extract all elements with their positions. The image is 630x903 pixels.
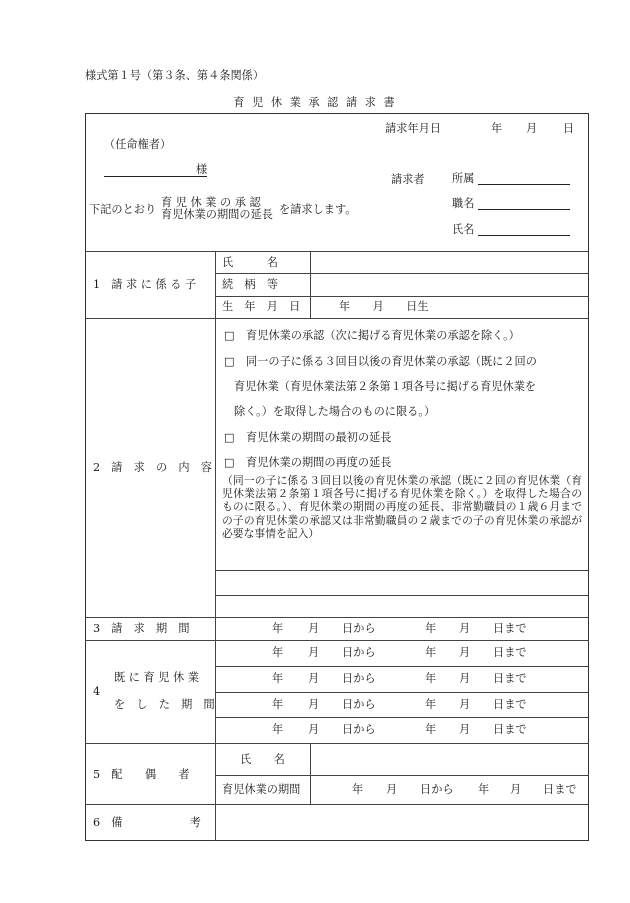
- period-from-month: 月: [386, 783, 398, 796]
- spouse-name-field: 氏 名: [240, 753, 285, 766]
- form-number: 様式第１号（第３条、第４条関係）: [85, 69, 265, 82]
- period-from-day: 日から: [342, 622, 376, 635]
- period-from-year: 年: [272, 646, 284, 659]
- row-divider: [85, 251, 589, 252]
- row-divider: [85, 318, 589, 319]
- row-divider: [85, 743, 589, 744]
- period-from-year: 年: [352, 783, 364, 796]
- row-divider: [85, 804, 589, 805]
- row-divider: [215, 692, 589, 693]
- period-from-day: 日から: [342, 672, 376, 685]
- request-body-prefix: 下記のとおり: [89, 203, 157, 216]
- row-divider: [215, 717, 589, 718]
- child-relation-field: 続 柄 等: [222, 278, 278, 291]
- row-divider: [215, 595, 589, 596]
- period-to-year: 年: [478, 783, 490, 796]
- option-checkbox[interactable]: □: [224, 329, 235, 342]
- option2-text-line2: 育児休業（育児休業法第２条第１項各号に掲げる育児休業を: [234, 380, 537, 393]
- period-to-year: 年: [425, 622, 437, 635]
- column-divider: [310, 251, 311, 318]
- period-from-year: 年: [272, 672, 284, 685]
- option-checkbox[interactable]: □: [224, 355, 235, 368]
- section6-label: 6 備 考: [93, 816, 201, 829]
- period-from-day: 日から: [342, 646, 376, 659]
- option-extension: 育児休業の期間の延長: [161, 208, 273, 221]
- period-to-day: 日まで: [543, 783, 577, 796]
- option-checkbox[interactable]: □: [224, 431, 235, 444]
- section4-label-line2: を し た 期 間: [114, 698, 215, 711]
- row-divider: [215, 666, 589, 667]
- section3-label: 3 請 求 期 間: [93, 622, 190, 635]
- section1-label: 1 請 求 に 係 る 子: [93, 278, 197, 291]
- period-to-day: 日まで: [493, 646, 527, 659]
- period-from-year: 年: [272, 698, 284, 711]
- period-from-day: 日から: [342, 723, 376, 736]
- section4-label-line1: 既 に 育 児 休 業: [114, 671, 199, 684]
- period-from-year: 年: [272, 622, 284, 635]
- section5-label: 5 配 偶 者: [93, 768, 190, 781]
- spouse-period-field: 育児休業の期間: [222, 783, 301, 796]
- period-to-year: 年: [425, 698, 437, 711]
- child-birthdate-value: 年 月 日生: [339, 300, 429, 313]
- period-from-day: 日から: [342, 698, 376, 711]
- option-checkbox[interactable]: □: [224, 456, 235, 469]
- position-label: 職名: [452, 197, 475, 210]
- period-from-month: 月: [308, 672, 320, 685]
- child-birthdate-field: 生 年 月 日: [222, 300, 301, 313]
- section2-label: 2 請 求 の 内 容: [93, 461, 212, 474]
- period-from-day: 日から: [420, 783, 454, 796]
- option2-text-line3: 除く。）を取得した場合のものに限る。）: [234, 405, 436, 418]
- period-to-day: 日まで: [493, 622, 527, 635]
- row-divider: [215, 570, 589, 571]
- option-approval: 育 児 休 業 の 承 認: [161, 196, 261, 209]
- requester-label: 請求者: [391, 173, 425, 186]
- period-to-month: 月: [459, 646, 471, 659]
- period-to-year: 年: [425, 646, 437, 659]
- period-to-year: 年: [425, 723, 437, 736]
- affiliation-line: [478, 184, 570, 185]
- period-from-month: 月: [308, 698, 320, 711]
- row-divider: [215, 273, 589, 274]
- request-date-day: 日: [563, 122, 575, 135]
- period-from-month: 月: [308, 646, 320, 659]
- period-to-month: 月: [459, 723, 471, 736]
- section4-number: 4: [93, 685, 101, 698]
- period-to-month: 月: [459, 672, 471, 685]
- appointer-name-line: [104, 176, 207, 177]
- option1-text: 育児休業の承認（次に掲げる育児休業の承認を除く。）: [246, 329, 520, 342]
- name-line: [478, 235, 570, 236]
- period-from-month: 月: [308, 723, 320, 736]
- sama-label: 様: [196, 163, 208, 176]
- column-divider: [215, 251, 216, 841]
- period-to-day: 日まで: [493, 672, 527, 685]
- period-from-month: 月: [308, 622, 320, 635]
- affiliation-label: 所属: [452, 172, 475, 185]
- request-date-year: 年: [491, 122, 503, 135]
- option4-text: 育児休業の期間の再度の延長: [246, 456, 392, 469]
- request-body-suffix: を請求します。: [279, 203, 357, 216]
- page-title: 育 児 休 業 承 認 請 求 書: [233, 96, 397, 109]
- row-divider: [85, 617, 589, 618]
- option3-text: 育児休業の期間の最初の延長: [246, 431, 392, 444]
- appointer-label: （任命権者）: [104, 138, 172, 151]
- period-to-month: 月: [459, 698, 471, 711]
- row-divider: [215, 775, 589, 776]
- child-name-field: 氏 名: [222, 256, 278, 269]
- column-divider: [310, 743, 311, 804]
- position-line: [478, 209, 570, 210]
- period-to-month: 月: [459, 622, 471, 635]
- section2-note: （同一の子に係る３回目以後の育児休業の承認（既に２回の育児休業（育児休業法第２条第１項各号に掲げる育児休業を除く。）を取得した場合のものに限る。）、育児休業の期間の再度の延長、非常勤職員の１歳６月までの子の育児休業の承認又は非常勤職員の２歳までの子の育児休業の承認が必要な事情を記入）: [222, 474, 582, 540]
- period-from-year: 年: [272, 723, 284, 736]
- row-divider: [85, 640, 589, 641]
- row-divider: [215, 296, 589, 297]
- name-label: 氏名: [452, 223, 475, 236]
- period-to-day: 日まで: [493, 698, 527, 711]
- period-to-year: 年: [425, 672, 437, 685]
- option2-text-line1: 同一の子に係る３回目以後の育児休業の承認（既に２回の: [246, 355, 537, 368]
- period-to-day: 日まで: [493, 723, 527, 736]
- request-date-label: 請求年月日: [385, 122, 441, 135]
- period-to-month: 月: [510, 783, 522, 796]
- request-date-month: 月: [526, 122, 538, 135]
